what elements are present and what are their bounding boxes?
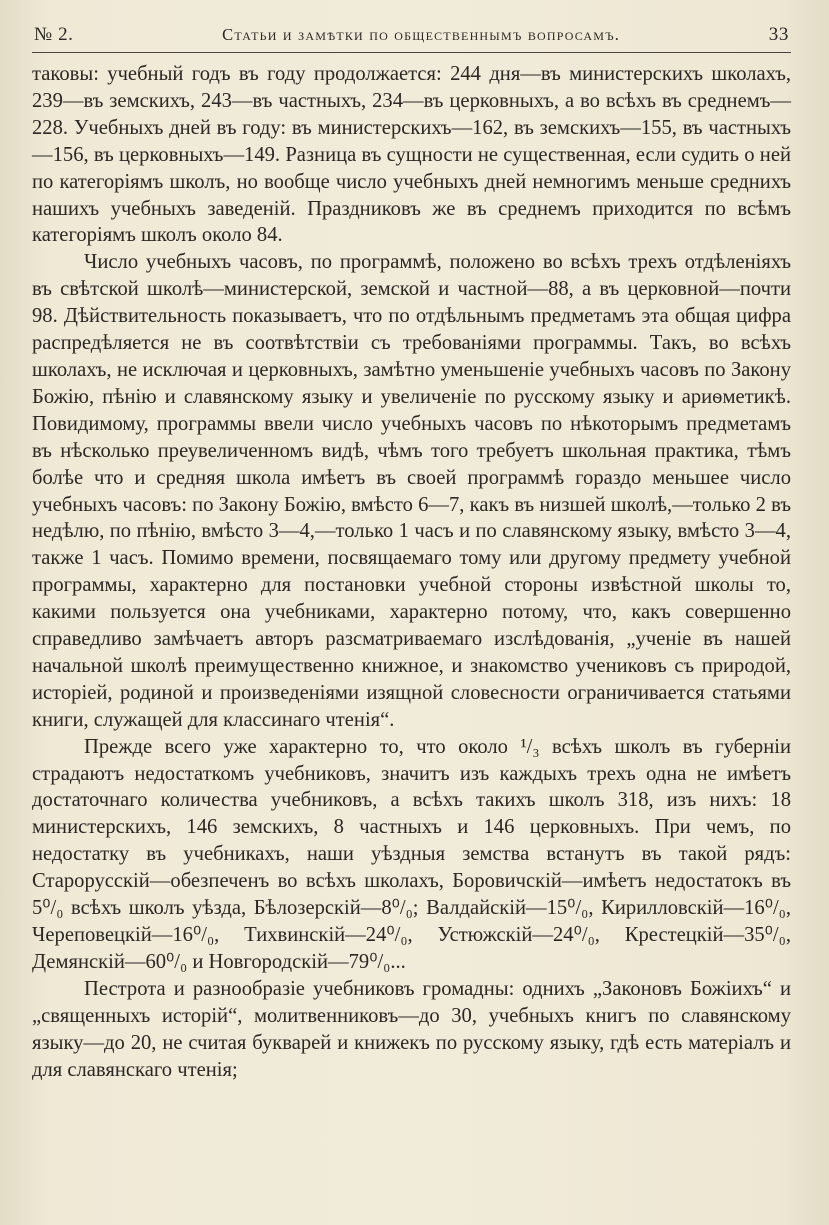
paragraph-study-hours: Число учебныхъ часовъ, по программѣ, положено во всѣхъ трехъ отдѣленіяхъ въ свѣтской школѣ—министерской, земской и частной—88, а въ церковной—почти 98. Дѣйствительность показываетъ, что по отдѣльнымъ предметамъ эта общая цифра распредѣляется не въ соотвѣтствіи съ требованіями программы. Такъ, во всѣхъ школахъ, не исключая и церковныхъ, замѣтно уменьшеніе учебныхъ часовъ по Закону Божію, пѣнію и славянскому языку и увеличеніе по русскому языку и ариѳметикѣ. Повидимому, программы ввели число учебныхъ часовъ по нѣкоторымъ предметамъ въ нѣсколько преувеличенномъ видѣ, чѣмъ того требуетъ школьная практика, тѣмъ болѣе что и средняя школа имѣетъ въ своей программѣ гораздо меньшее число учебныхъ часовъ: по Закону Божію, вмѣсто 6—7, какъ въ низшей школѣ,—только 2 въ недѣлю, по пѣнію, вмѣсто 3—4,—только 1 часъ и по славянскому языку, вмѣсто 3—4, также 1 часъ. Помимо времени, посвящаемаго тому или другому предмету учебной программы, характерно для постановки учебной стороны извѣстной школы то, какими пользуется она учебниками, характерно потому, что, какъ совершенно справедливо замѣчаетъ авторъ разсматриваемаго изслѣдованія, „ученіе въ нашей начальной школѣ преимущественно книжное, и знакомство учениковъ съ природой, исторіей, родиной и произведеніями изящной словесности ограничивается статьями книги, служащей для классинаго чтенія“. [32,251,791,731]
running-header [32,24,791,53]
paragraph-textbook-variety: Пестрота и разнообразіе учебниковъ громадны: однихъ „Законовъ Божіихъ“ и „священныхъ исторій“, молитвенниковъ—до 30, учебныхъ книгъ по славянскому языку—до 20, не считая букварей и книжекъ по русскому языку, гдѣ есть матеріалъ и для славянскаго чтенія; [32,977,791,1081]
body-text [32,61,791,1083]
running-title: Статьи и замѣтки по общественнымъ вопросамъ. [222,25,621,44]
page-number: 33 [768,24,789,45]
paragraph-textbook-shortage: Прежде всего уже характерно то, что около ¹/₃ всѣхъ школъ въ губерніи страдаютъ недостаткомъ учебниковъ, значитъ изъ каждыхъ трехъ одна не имѣетъ достаточнаго количества учебниковъ, а всѣхъ такихъ школъ 318, изъ нихъ: 18 министерскихъ, 146 земскихъ, 8 частныхъ и 146 церковныхъ. При чемъ, по недостатку въ учебникахъ, наши уѣздныя земства встанутъ въ такой рядъ: Старорусскій—обезпеченъ во всѣхъ школахъ, Боровичскій—имѣетъ недостатокъ въ 5⁰/₀ всѣхъ школъ уѣзда, Бѣлозерскій—8⁰/₀; Валдайскій—15⁰/₀, Кирилловскій—16⁰/₀, Череповецкій—16⁰/₀, Тихвинскій—24⁰/₀, Устюжскій—24⁰/₀, Крестецкій—35⁰/₀, Демянскій—60⁰/₀ и Новгородскій—79⁰/₀... [32,735,791,973]
paragraph-continued: таковы: учебный годъ въ году продолжается: 244 дня—въ министерскихъ школахъ, 239—въ земскихъ, 243—въ частныхъ, 234—въ церковныхъ, а во всѣхъ въ среднемъ—228. Учебныхъ дней въ году: въ министерскихъ—162, въ земскихъ—155, въ частныхъ—156, въ церковныхъ—149. Разница въ сущности не существенная, если судить о ней по категоріямъ школъ, но вообще число учебныхъ дней немногимъ меньше среднихъ нашихъ учебныхъ заведеній. Праздниковъ же въ среднемъ приходится по всѣмъ категоріямъ школъ около 84. [32,63,791,247]
issue-number: № 2. [34,24,74,45]
